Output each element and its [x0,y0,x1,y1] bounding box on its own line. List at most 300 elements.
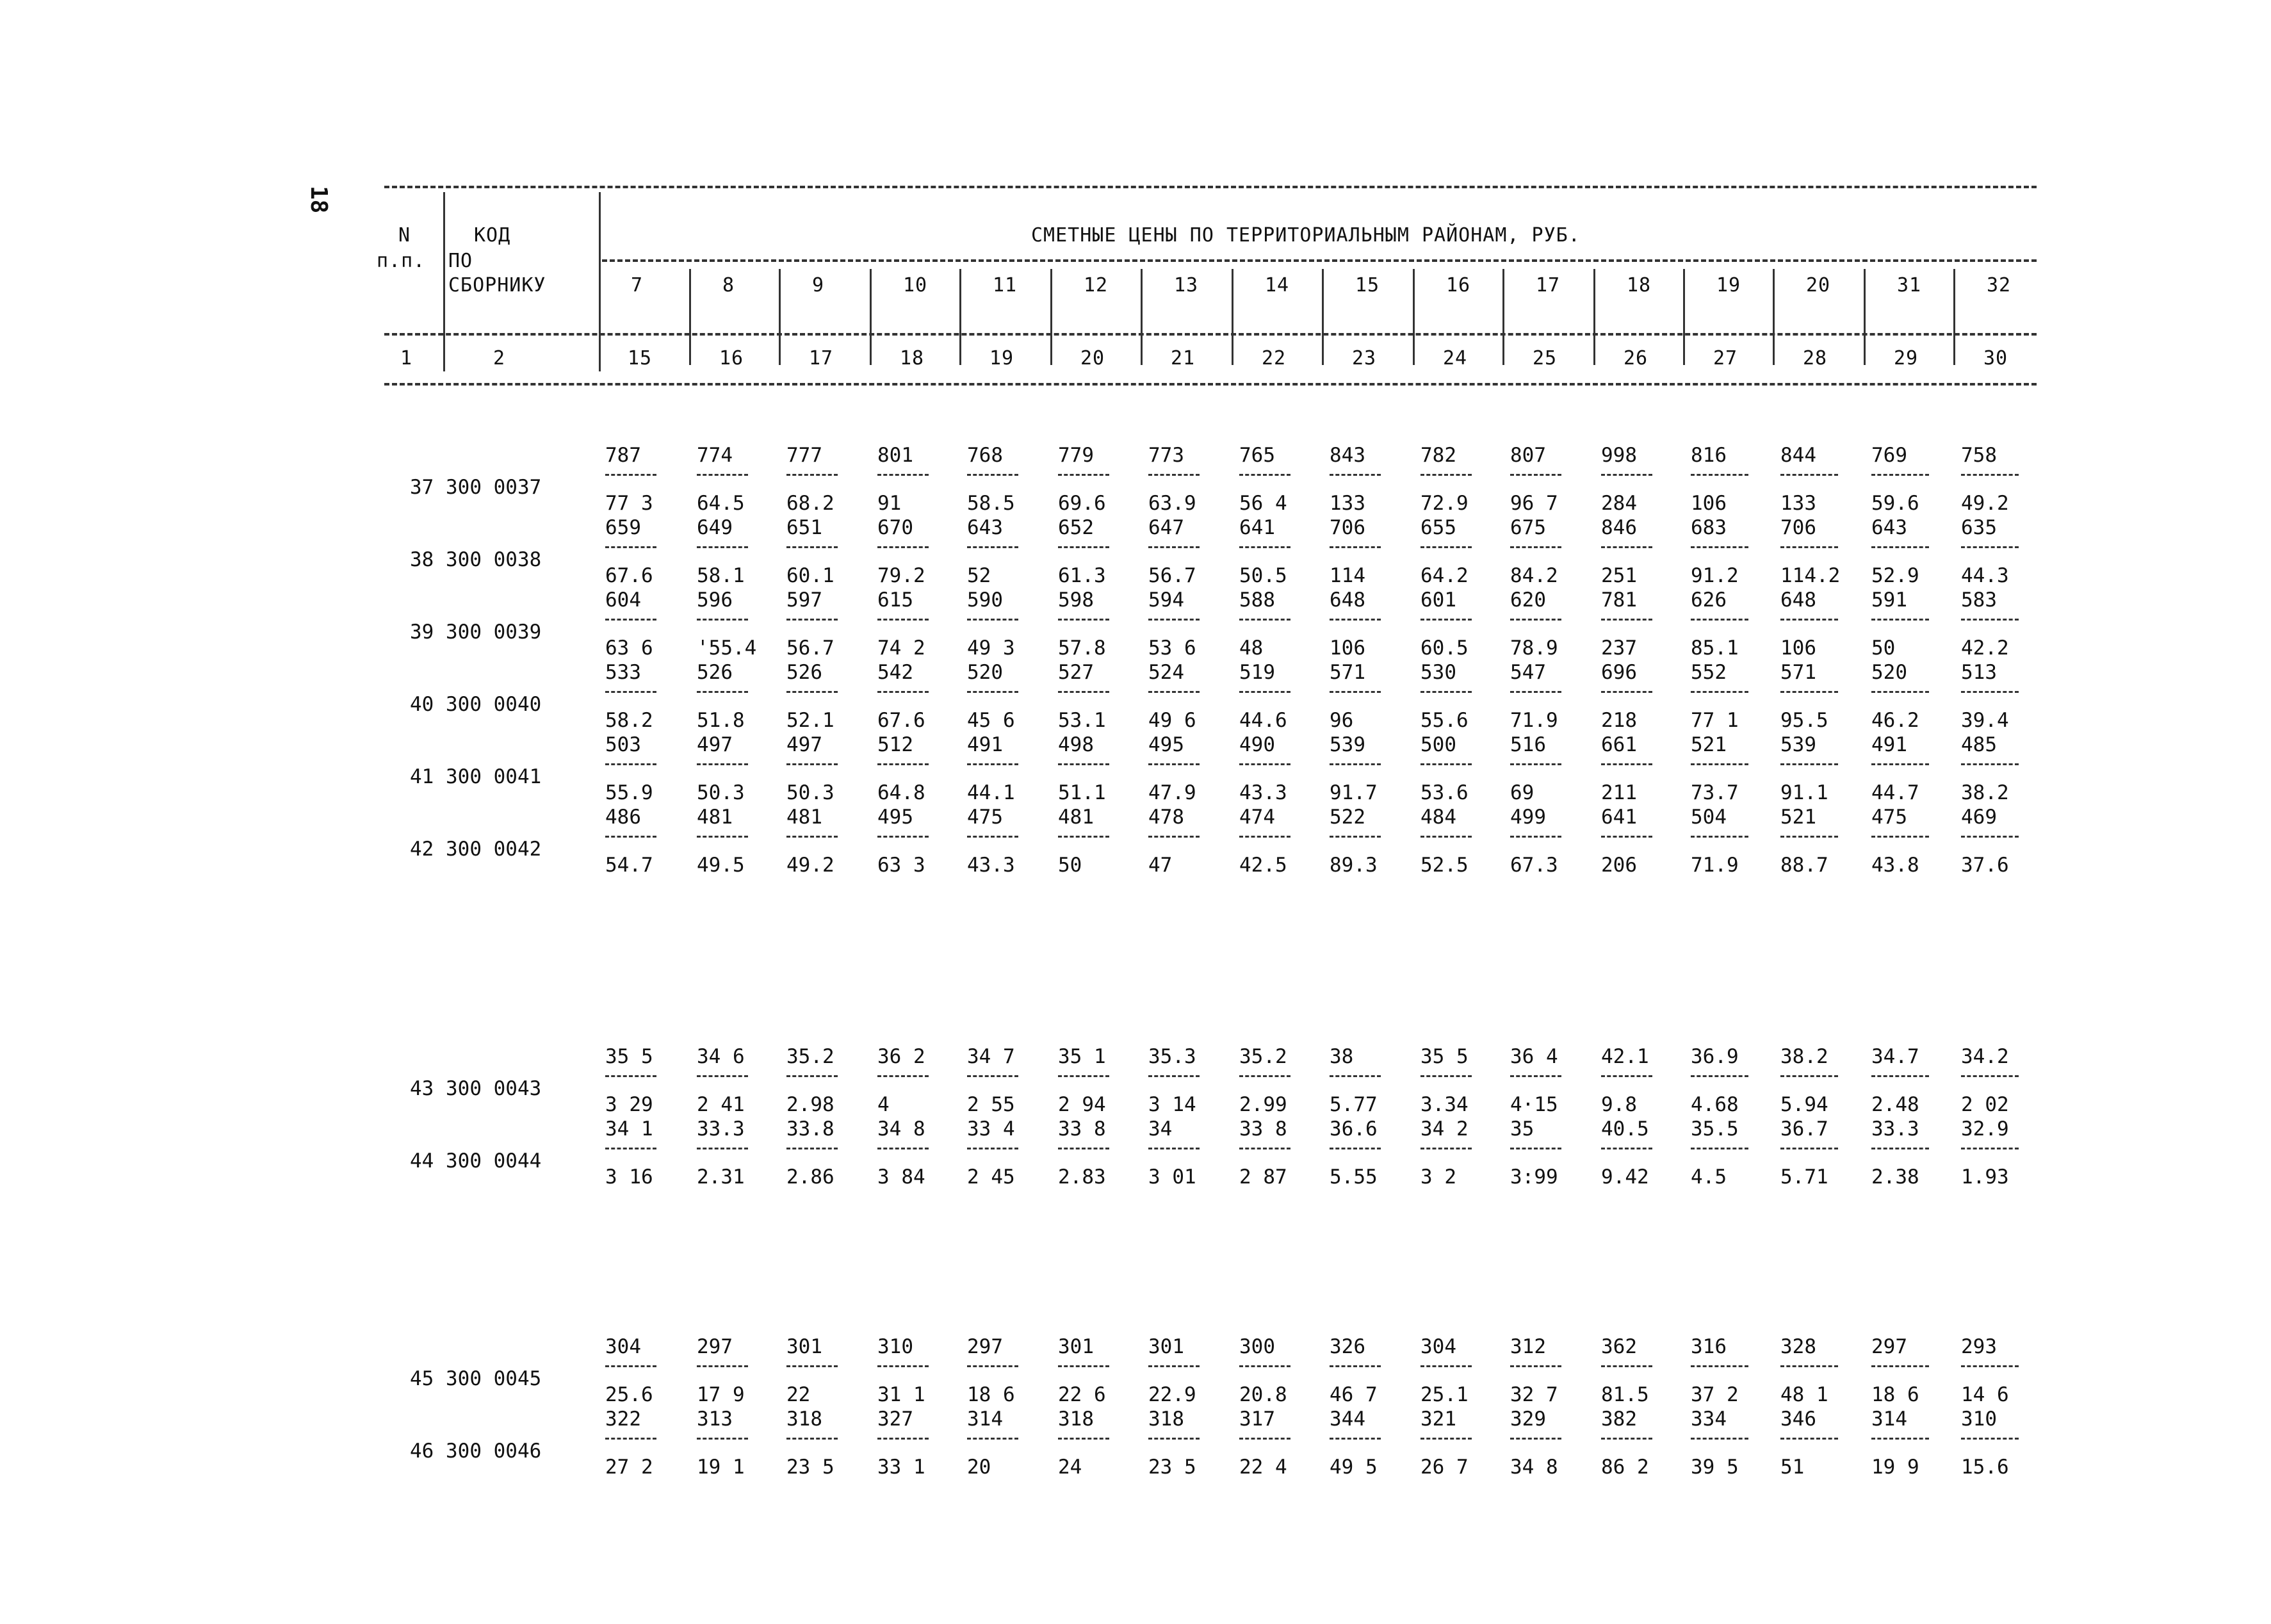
fraction-bar [1691,546,1748,548]
wage-value: 22 4 [1239,1456,1287,1479]
price-value: 33.3 [1871,1117,1919,1141]
price-value: 597 [786,589,822,612]
wage-value: 60.5 [1420,637,1469,660]
district-number: 8 [722,274,735,296]
wage-value: 67.3 [1510,854,1558,877]
price-value: 35 5 [605,1045,653,1068]
price-value: 312 [1510,1335,1546,1358]
price-value: 481 [1058,806,1094,829]
wage-value: 81.5 [1601,1383,1649,1406]
price-value: 706 [1780,516,1816,539]
fraction-bar [1148,1075,1200,1077]
wage-value: 19 1 [697,1456,745,1479]
fraction-bar [877,1365,929,1367]
column-number: 29 [1894,347,1919,369]
fraction-bar [1058,546,1109,548]
fraction-bar [1239,1075,1290,1077]
fraction-bar [1780,1438,1838,1440]
fraction-bar [877,474,929,476]
price-value: 590 [967,589,1003,612]
fraction-bar [697,691,748,693]
header-top-rule [384,186,2037,188]
price-value: 301 [1148,1335,1184,1358]
wage-value: 43.3 [967,854,1015,877]
price-value: 706 [1330,516,1365,539]
wage-value: 52.5 [1420,854,1469,877]
fraction-bar [1691,1365,1748,1367]
fraction-bar [1961,1438,2019,1440]
wage-value: 24 [1058,1456,1082,1479]
fraction-bar [1601,1438,1652,1440]
wage-value: 71.9 [1510,709,1558,732]
fraction-bar [1871,1365,1929,1367]
price-value: 571 [1780,661,1816,684]
price-value: 490 [1239,733,1275,756]
district-column-divider [1502,269,1504,365]
fraction-bar [1871,1075,1929,1077]
wage-value: 42.5 [1239,854,1287,877]
fraction-bar [1780,836,1838,838]
header-title: СМЕТНЫЕ ЦЕНЫ ПО ТЕРРИТОРИАЛЬНЫМ РАЙОНАМ, РУБ. [1031,224,1581,247]
fraction-bar [1058,619,1109,621]
price-value: 498 [1058,733,1094,756]
fraction-bar [1961,546,2019,548]
price-value: 655 [1420,516,1456,539]
fraction-bar [877,691,929,693]
district-number: 20 [1806,274,1831,296]
price-value: 643 [1871,516,1907,539]
price-value: 481 [786,806,822,829]
district-number: 16 [1446,274,1471,296]
header-mid-rule [602,259,2037,262]
wage-value: 55.9 [605,781,653,804]
wage-value: 2.83 [1058,1165,1106,1189]
column-number: 20 [1080,347,1105,369]
district-number: 17 [1536,274,1561,296]
district-column-divider [1232,269,1233,365]
fraction-bar [1601,691,1652,693]
price-value: 334 [1691,1408,1727,1431]
price-value: 317 [1239,1408,1275,1431]
wage-value: 58.2 [605,709,653,732]
fraction-bar [1148,691,1200,693]
price-value: 34 7 [967,1045,1015,1068]
price-value: 513 [1961,661,1997,684]
column-number: 27 [1713,347,1738,369]
column-number: 19 [989,347,1014,369]
wage-value: 4 [877,1093,890,1116]
price-value: 36 4 [1510,1045,1558,1068]
fraction-bar [1510,836,1561,838]
wage-value: 44.6 [1239,709,1287,732]
price-value: 304 [1420,1335,1456,1358]
fraction-bar [1420,619,1472,621]
wage-value: 5.55 [1330,1165,1378,1189]
fraction-bar [1330,1438,1381,1440]
row-code: 37 300 0037 [410,476,542,499]
fraction-bar [786,546,838,548]
price-value: 620 [1510,589,1546,612]
fraction-bar [1961,691,2019,693]
row-code: 38 300 0038 [410,548,542,571]
fraction-bar [1871,1438,1929,1440]
wage-value: 69 [1510,781,1534,804]
price-value: 310 [877,1335,913,1358]
price-value: 542 [877,661,913,684]
fraction-bar [1871,763,1929,765]
district-column-divider [1773,269,1775,365]
price-value: 497 [786,733,822,756]
fraction-bar [1871,691,1929,693]
column-number: 25 [1533,347,1558,369]
price-value: 500 [1420,733,1456,756]
price-value: 683 [1691,516,1727,539]
fraction-bar [1780,1075,1838,1077]
wage-value: 25.6 [605,1383,653,1406]
price-value: 297 [697,1335,733,1358]
wage-value: 79.2 [877,564,925,587]
price-value: 816 [1691,444,1727,467]
row-code: 45 300 0045 [410,1367,542,1390]
wage-value: 52.1 [786,709,834,732]
fraction-bar [967,691,1018,693]
price-value: 35.2 [786,1045,834,1068]
price-value: 844 [1780,444,1816,467]
price-value: 318 [1058,1408,1094,1431]
fraction-bar [1780,691,1838,693]
price-value: 807 [1510,444,1546,467]
fraction-bar [877,836,929,838]
fraction-bar [1148,836,1200,838]
fraction-bar [1780,1148,1838,1149]
wage-value: 60.1 [786,564,834,587]
fraction-bar [697,1365,748,1367]
wage-value: 50.3 [786,781,834,804]
fraction-bar [1601,619,1652,621]
wage-value: 2.38 [1871,1165,1919,1189]
price-value: 547 [1510,661,1546,684]
column-number: 24 [1443,347,1468,369]
price-value: 36.9 [1691,1045,1739,1068]
price-value: 304 [605,1335,641,1358]
price-value: 591 [1871,589,1907,612]
fraction-bar [1510,546,1561,548]
fraction-bar [967,619,1018,621]
wage-value: 49.2 [1961,492,2009,515]
fraction-bar [1058,474,1109,476]
wage-value: 49.5 [697,854,745,877]
wage-value: 57.8 [1058,637,1106,660]
wage-value: 2.48 [1871,1093,1919,1116]
wage-value: 89.3 [1330,854,1378,877]
wage-value: 22 6 [1058,1383,1106,1406]
col-code-label-2: ПО [448,250,473,272]
wage-value: 3 16 [605,1165,653,1189]
wage-value: 58.1 [697,564,745,587]
price-value: 520 [1871,661,1907,684]
col-n-label: N [398,224,411,247]
fraction-bar [1330,619,1381,621]
fraction-bar [1780,1365,1838,1367]
price-value: 777 [786,444,822,467]
wage-value: 68.2 [786,492,834,515]
wage-value: 33 1 [877,1456,925,1479]
wage-value: 3 2 [1420,1165,1456,1189]
price-value: 327 [877,1408,913,1431]
fraction-bar [1961,1075,2019,1077]
price-value: 651 [786,516,822,539]
wage-value: 2 02 [1961,1093,2009,1116]
wage-value: 39.4 [1961,709,2009,732]
page-number: 18 [305,186,332,214]
fraction-bar [605,1148,656,1149]
column-number: 17 [809,347,834,369]
price-value: 516 [1510,733,1546,756]
price-value: 33 8 [1239,1117,1287,1141]
row-code: 43 300 0043 [410,1077,542,1100]
fraction-bar [1330,1075,1381,1077]
district-column-divider [1683,269,1685,365]
wage-value: 91.7 [1330,781,1378,804]
fraction-bar [1420,691,1472,693]
fraction-bar [1691,1438,1748,1440]
price-value: 626 [1691,589,1727,612]
wage-value: 44.3 [1961,564,2009,587]
fraction-bar [1961,836,2019,838]
price-value: 318 [1148,1408,1184,1431]
price-value: 649 [697,516,733,539]
price-value: 604 [605,589,641,612]
price-value: 33 8 [1058,1117,1106,1141]
fraction-bar [1510,1365,1561,1367]
price-value: 530 [1420,661,1456,684]
wage-value: 5.71 [1780,1165,1828,1189]
wage-value: 114 [1330,564,1365,587]
fraction-bar [1691,763,1748,765]
price-value: 675 [1510,516,1546,539]
wage-value: 31 1 [877,1383,925,1406]
wage-value: 53.6 [1420,781,1469,804]
wage-value: 96 7 [1510,492,1558,515]
price-value: 486 [605,806,641,829]
fraction-bar [1780,619,1838,621]
wage-value: 9.8 [1601,1093,1637,1116]
price-value: 696 [1601,661,1637,684]
price-value: 648 [1330,589,1365,612]
price-value: 475 [1871,806,1907,829]
wage-value: 56.7 [1148,564,1196,587]
fraction-bar [967,1075,1018,1077]
wage-value: 51.8 [697,709,745,732]
price-value: 495 [877,806,913,829]
price-value: 521 [1780,806,1816,829]
wage-value: 67.6 [605,564,653,587]
wage-value: 18 6 [967,1383,1015,1406]
fraction-bar [697,763,748,765]
wage-value: 2.86 [786,1165,834,1189]
price-value: 382 [1601,1408,1637,1431]
header-divider-code [599,192,601,371]
wage-value: 4.68 [1691,1093,1739,1116]
wage-value: 106 [1691,492,1727,515]
price-value: 344 [1330,1408,1365,1431]
wage-value: 3 29 [605,1093,653,1116]
price-value: 670 [877,516,913,539]
row-code: 44 300 0044 [410,1149,542,1173]
fraction-bar [1510,763,1561,765]
wage-value: 44.1 [967,781,1015,804]
wage-value: 2 87 [1239,1165,1287,1189]
fraction-bar [1148,546,1200,548]
fraction-bar [877,1075,929,1077]
price-value: 495 [1148,733,1184,756]
wage-value: 51 [1780,1456,1805,1479]
price-value: 469 [1961,806,1997,829]
price-value: 318 [786,1408,822,1431]
wage-value: 4.5 [1691,1165,1727,1189]
fraction-bar [1148,1148,1200,1149]
district-column-divider [1141,269,1143,365]
column-number: 1 [400,347,413,369]
fraction-bar [1601,1075,1652,1077]
row-code: 41 300 0041 [410,765,542,788]
price-value: 635 [1961,516,1997,539]
wage-value: 48 1 [1780,1383,1828,1406]
price-value: 779 [1058,444,1094,467]
fraction-bar [605,763,656,765]
wage-value: 43.3 [1239,781,1287,804]
price-value: 571 [1330,661,1365,684]
row-code: 39 300 0039 [410,621,542,644]
fraction-bar [1510,1438,1561,1440]
fraction-bar [1691,1075,1748,1077]
price-value: 497 [697,733,733,756]
fraction-bar [1058,763,1109,765]
wage-value: 39 5 [1691,1456,1739,1479]
fraction-bar [1510,474,1561,476]
price-value: 526 [786,661,822,684]
wage-value: 50 [1871,637,1896,660]
wage-value: 3 14 [1148,1093,1196,1116]
wage-value: 53 6 [1148,637,1196,660]
wage-value: 48 [1239,637,1264,660]
district-column-divider [1050,269,1052,365]
wage-value: 91 [877,492,902,515]
fraction-bar [1510,619,1561,621]
district-number: 32 [1987,274,2012,296]
wage-value: 251 [1601,564,1637,587]
district-column-divider [959,269,961,365]
wage-value: 114.2 [1780,564,1841,587]
header-bottom-rule [384,383,2037,386]
fraction-bar [1239,474,1290,476]
fraction-bar [605,691,656,693]
fraction-bar [1239,619,1290,621]
wage-value: 218 [1601,709,1637,732]
price-value: 310 [1961,1408,1997,1431]
price-value: 35 [1510,1117,1534,1141]
wage-value: '55.4 [697,637,757,660]
fraction-bar [1420,474,1472,476]
fraction-bar [1871,474,1929,476]
fraction-bar [1058,836,1109,838]
district-number: 15 [1355,274,1380,296]
fraction-bar [1871,619,1929,621]
price-value: 35.5 [1691,1117,1739,1141]
price-value: 588 [1239,589,1275,612]
wage-value: 44.7 [1871,781,1919,804]
price-value: 34 [1148,1117,1173,1141]
price-value: 773 [1148,444,1184,467]
wage-value: 19 9 [1871,1456,1919,1479]
fraction-bar [1239,691,1290,693]
fraction-bar [1330,546,1381,548]
fraction-bar [786,1148,838,1149]
price-value: 768 [967,444,1003,467]
price-value: 503 [605,733,641,756]
wage-value: 77 1 [1691,709,1739,732]
price-value: 328 [1780,1335,1816,1358]
fraction-bar [1871,836,1929,838]
fraction-bar [877,763,929,765]
wage-value: 15.6 [1961,1456,2009,1479]
wage-value: 133 [1330,492,1365,515]
fraction-bar [1601,1148,1652,1149]
fraction-bar [1961,474,2019,476]
wage-value: 17 9 [697,1383,745,1406]
fraction-bar [877,619,929,621]
fraction-bar [1239,1438,1290,1440]
fraction-bar [1510,1148,1561,1149]
wage-value: 71.9 [1691,854,1739,877]
price-value: 648 [1780,589,1816,612]
price-value: 615 [877,589,913,612]
wage-value: 84.2 [1510,564,1558,587]
wage-value: 23 5 [1148,1456,1196,1479]
price-value: 481 [697,806,733,829]
price-value: 35.2 [1239,1045,1287,1068]
price-value: 35 5 [1420,1045,1469,1068]
wage-value: 78.9 [1510,637,1558,660]
wage-value: 85.1 [1691,637,1739,660]
wage-value: 58.5 [967,492,1015,515]
price-value: 34.2 [1961,1045,2009,1068]
wage-value: 2 45 [967,1165,1015,1189]
wage-value: 49 3 [967,637,1015,660]
fraction-bar [1691,1148,1748,1149]
wage-value: 206 [1601,854,1637,877]
district-number: 11 [993,274,1018,296]
fraction-bar [1058,691,1109,693]
fraction-bar [1420,763,1472,765]
wage-value: 3 84 [877,1165,925,1189]
wage-value: 5.94 [1780,1093,1828,1116]
price-value: 38.2 [1780,1045,1828,1068]
fraction-bar [1330,763,1381,765]
fraction-bar [967,1365,1018,1367]
price-value: 598 [1058,589,1094,612]
fraction-bar [877,1438,929,1440]
wage-value: 38.2 [1961,781,2009,804]
price-value: 758 [1961,444,1997,467]
district-column-divider [689,269,691,365]
wage-value: 42.2 [1961,637,2009,660]
fraction-bar [1691,691,1748,693]
fraction-bar [1330,1365,1381,1367]
fraction-bar [697,1075,748,1077]
district-column-divider [1864,269,1866,365]
row-code: 40 300 0040 [410,693,542,716]
